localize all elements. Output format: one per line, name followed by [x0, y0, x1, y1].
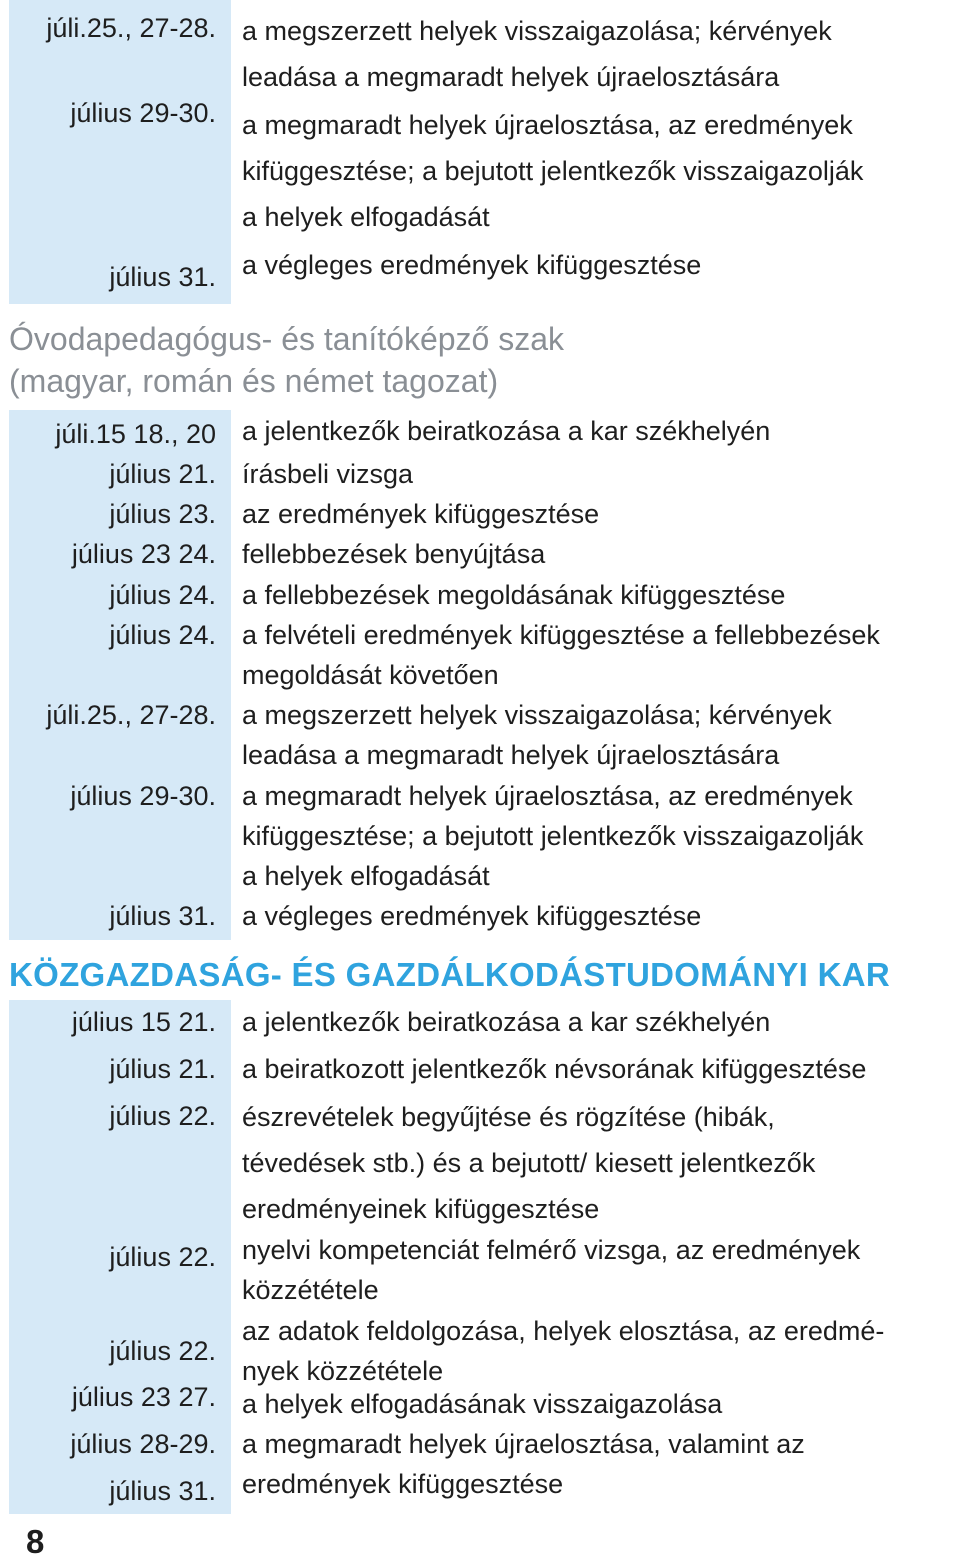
schedule-description: a megszerzett helyek visszaigazolása; kérvények leadása a megmaradt helyek újraelosztására: [242, 16, 832, 92]
schedule-description: a végleges eredmények kifüggesztése: [242, 250, 702, 280]
schedule-description: a megmaradt helyek újraelosztása, az eredmények kifüggesztése; a bejutott jelentkezők visszaigazolják a helyek elfogadását: [242, 781, 864, 891]
schedule-date: július 29-30.: [70, 98, 216, 128]
schedule-description: a jelentkezők beiratkozása a kar székhelyén: [242, 416, 771, 446]
schedule-date: július 29-30.: [70, 781, 216, 811]
schedule-description: az adatok feldolgozása, helyek elosztása, az eredmé- nyek közzététele: [242, 1316, 885, 1386]
schedule-description: fellebbezések benyújtása: [242, 539, 546, 569]
faculty-heading: KÖZGAZDASÁG- ÉS GAZDÁLKODÁSTUDOMÁNYI KAR: [9, 956, 890, 993]
schedule-description: írásbeli vizsga: [242, 459, 414, 489]
schedule-date: július 22.: [109, 1101, 216, 1131]
schedule-description: észrevételek begyűjtése és rögzítése (hibák, tévedések stb.) és a bejutott/ kiesett jelentkezők eredményeinek kifüggesztése: [242, 1102, 816, 1224]
schedule-date: júli.25., 27-28.: [46, 700, 216, 730]
schedule-description: a felvételi eredmények kifüggesztése a fellebbezések megoldását követően: [242, 620, 880, 690]
schedule-description: a helyek elfogadásának visszaigazolása: [242, 1389, 723, 1419]
schedule-description: a végleges eredmények kifüggesztése: [242, 901, 702, 931]
schedule-date: július 15 21.: [71, 1007, 216, 1037]
schedule-date: július 22.: [109, 1336, 216, 1366]
schedule-description: a megmaradt helyek újraelosztása, valamint az: [242, 1429, 805, 1459]
schedule-date: július 31.: [109, 262, 216, 292]
schedule-date: júli.25., 27-28.: [46, 13, 216, 43]
schedule-date: július 23 27.: [71, 1382, 216, 1412]
schedule-date: július 21.: [109, 459, 216, 489]
schedule-date: július 24.: [109, 580, 216, 610]
program-heading: Óvodapedagógus- és tanítóképző szak: [9, 321, 565, 357]
schedule-date: július 23 24.: [71, 539, 216, 569]
schedule-description: a megmaradt helyek újraelosztása, az eredmények kifüggesztése; a bejutott jelentkezők visszaigazolják a helyek elfogadását: [242, 110, 864, 232]
schedule-date: július 23.: [109, 499, 216, 529]
schedule-description: a megszerzett helyek visszaigazolása; kérvények leadása a megmaradt helyek újraelosztására: [242, 700, 832, 770]
schedule-date: júli.15 18., 20: [55, 419, 216, 449]
schedule-date: július 31.: [109, 1476, 216, 1506]
program-subheading: (magyar, román és német tagozat): [9, 363, 499, 399]
schedule-date: július 31.: [109, 901, 216, 931]
schedule-date: július 22.: [109, 1242, 216, 1272]
schedule-date: július 21.: [109, 1054, 216, 1084]
schedule-description: eredmények kifüggesztése: [242, 1469, 564, 1499]
schedule-description: a beiratkozott jelentkezők névsorának kifüggesztése: [242, 1054, 867, 1084]
schedule-date: július 24.: [109, 620, 216, 650]
schedule-description: a fellebbezések megoldásának kifüggesztése: [242, 580, 786, 610]
page-number: 8: [26, 1523, 45, 1560]
schedule-description: az eredmények kifüggesztése: [242, 499, 600, 529]
schedule-description: a jelentkezők beiratkozása a kar székhelyén: [242, 1007, 771, 1037]
schedule-description: nyelvi kompetenciát felmérő vizsga, az eredmények közzététele: [242, 1235, 861, 1305]
schedule-date: július 28-29.: [70, 1429, 216, 1459]
